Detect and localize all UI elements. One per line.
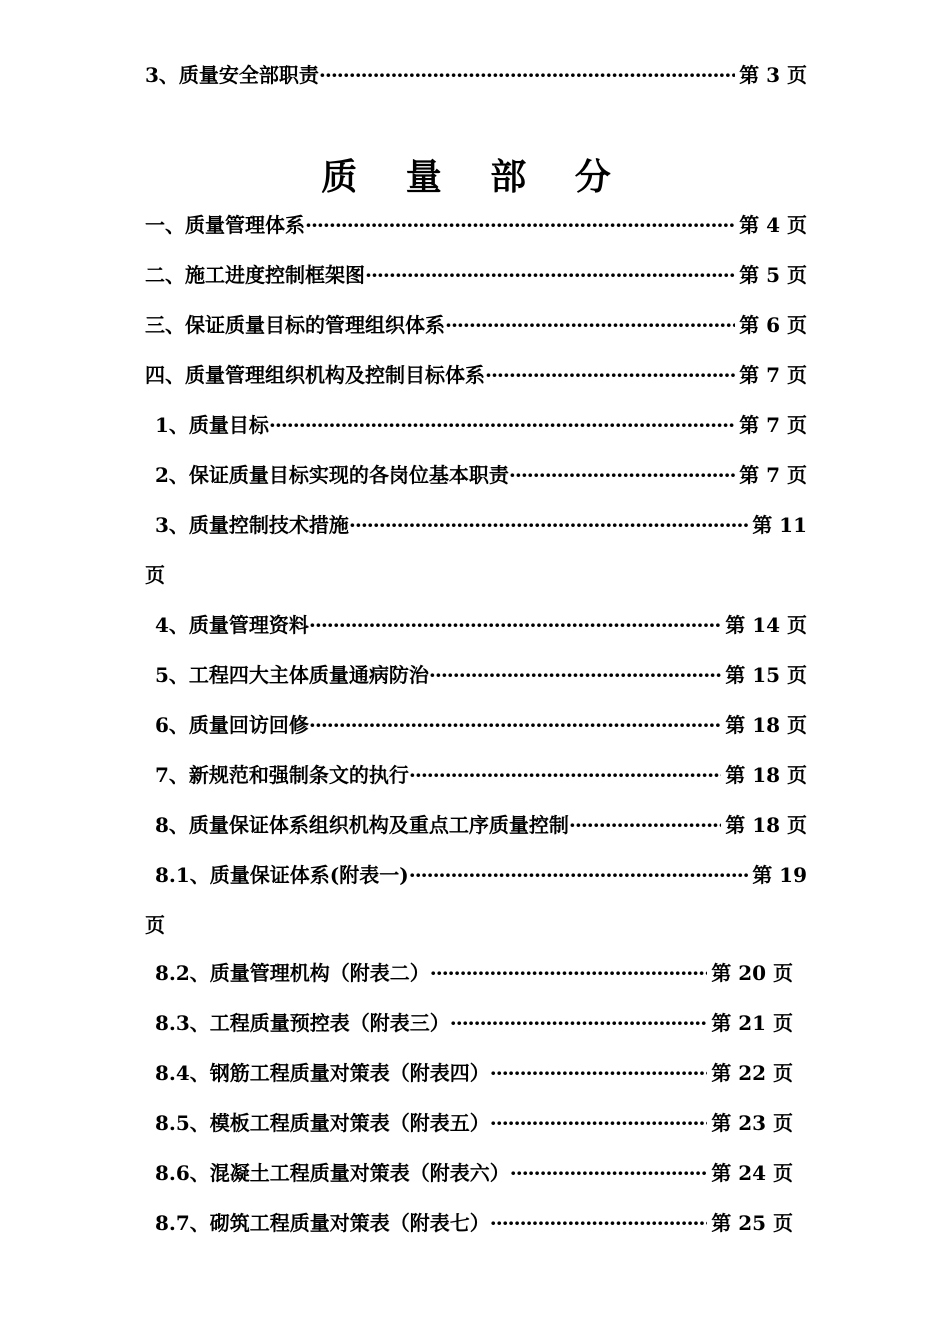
toc-entry-label: 6、质量回访回修 <box>155 713 309 737</box>
toc-entry <box>155 810 807 840</box>
toc-leader-dots <box>305 210 735 240</box>
toc-leader-dots <box>490 1208 707 1238</box>
toc-entry-label: 8.6、混凝土工程质量对策表（附表六） <box>155 1161 510 1185</box>
toc-entry-page: 第 3 页 <box>739 63 807 87</box>
toc-entry-page: 第 18 页 <box>725 763 807 787</box>
toc-entry-label: 3、质量控制技术措施 <box>155 513 349 537</box>
toc-entry-page: 第 19 <box>752 863 807 887</box>
toc-entry <box>155 710 807 740</box>
toc-entry <box>155 1108 793 1138</box>
toc-leader-dots <box>309 610 721 640</box>
toc-entry-label: 8.1、质量保证体系(附表一) <box>155 863 409 887</box>
toc-entry <box>145 60 807 90</box>
toc-entry-label: 8.7、砌筑工程质量对策表（附表七） <box>155 1211 490 1235</box>
toc-leader-dots <box>450 1008 707 1038</box>
toc-entry-label: 1、质量目标 <box>155 413 269 437</box>
toc-entry <box>145 260 807 290</box>
toc-entry <box>155 510 807 540</box>
toc-entry-label: 8.5、模板工程质量对策表（附表五） <box>155 1111 490 1135</box>
toc-entry <box>155 660 807 690</box>
toc-leader-dots <box>510 1158 707 1188</box>
toc-entry-page-wrap: 页 <box>145 913 165 937</box>
toc-leader-dots <box>269 410 735 440</box>
toc-entry-page: 第 18 页 <box>725 813 807 837</box>
toc-entry-label: 8、质量保证体系组织机构及重点工序质量控制 <box>155 813 569 837</box>
toc-entry-page: 第 25 页 <box>711 1211 793 1235</box>
section-title: 质 量 部 分 <box>321 156 629 198</box>
toc-entry-page: 第 7 页 <box>739 463 807 487</box>
toc-leader-dots <box>490 1058 707 1088</box>
toc-entry-page: 第 5 页 <box>739 263 807 287</box>
toc-leader-dots <box>429 660 721 690</box>
toc-entry-page: 第 14 页 <box>725 613 807 637</box>
toc-entry-label: 三、保证质量目标的管理组织体系 <box>145 313 445 337</box>
toc-entry-page: 第 15 页 <box>725 663 807 687</box>
toc-leader-dots <box>309 710 721 740</box>
toc-entry-label: 一、质量管理体系 <box>145 213 305 237</box>
toc-entry-label: 8.2、质量管理机构（附表二） <box>155 961 430 985</box>
toc-entry-page: 第 20 页 <box>711 961 793 985</box>
toc-leader-dots <box>349 510 748 540</box>
toc-entry <box>155 1058 793 1088</box>
toc-leader-dots <box>365 260 735 290</box>
toc-entry <box>155 1158 793 1188</box>
toc-entry-label: 8.4、钢筋工程质量对策表（附表四） <box>155 1061 490 1085</box>
toc-leader-dots <box>409 860 748 890</box>
toc-entry <box>155 460 807 490</box>
toc-entry-page: 第 18 页 <box>725 713 807 737</box>
toc-entry-page: 第 4 页 <box>739 213 807 237</box>
toc-leader-dots <box>485 360 735 390</box>
toc-entry-page: 第 21 页 <box>711 1011 793 1035</box>
toc-entry-label: 四、质量管理组织机构及控制目标体系 <box>145 363 485 387</box>
toc-leader-dots <box>490 1108 707 1138</box>
toc-entry <box>155 760 807 790</box>
toc-entry-label: 二、施工进度控制框架图 <box>145 263 365 287</box>
toc-leader-dots <box>430 958 707 988</box>
toc-entry-label: 3、质量安全部职责 <box>145 63 319 87</box>
toc-entry <box>155 1008 793 1038</box>
toc-entry-label: 7、新规范和强制条文的执行 <box>155 763 409 787</box>
toc-leader-dots <box>445 310 735 340</box>
toc-leader-dots <box>569 810 721 840</box>
toc-entry-page: 第 7 页 <box>739 413 807 437</box>
toc-entry-page-wrap: 页 <box>145 563 165 587</box>
toc-entry <box>145 210 807 240</box>
toc-entry <box>155 610 807 640</box>
toc-entry <box>155 860 807 890</box>
toc-leader-dots <box>509 460 735 490</box>
toc-entry-page: 第 6 页 <box>739 313 807 337</box>
toc-entry-label: 2、保证质量目标实现的各岗位基本职责 <box>155 463 509 487</box>
toc-entry-label: 4、质量管理资料 <box>155 613 309 637</box>
toc-leader-dots <box>409 760 721 790</box>
toc-entry <box>145 310 807 340</box>
toc-entry-page: 第 23 页 <box>711 1111 793 1135</box>
toc-entry-page: 第 24 页 <box>711 1161 793 1185</box>
toc-entry-label: 5、工程四大主体质量通病防治 <box>155 663 429 687</box>
toc-entry-page: 第 7 页 <box>739 363 807 387</box>
toc-entry-page: 第 11 <box>752 513 807 537</box>
toc-entry-label: 8.3、工程质量预控表（附表三） <box>155 1011 450 1035</box>
toc-leader-dots <box>319 60 735 90</box>
toc-entry <box>145 360 807 390</box>
toc-entry <box>155 1208 793 1238</box>
toc-entry <box>155 410 807 440</box>
toc-entry-page: 第 22 页 <box>711 1061 793 1085</box>
toc-entry <box>155 958 793 988</box>
